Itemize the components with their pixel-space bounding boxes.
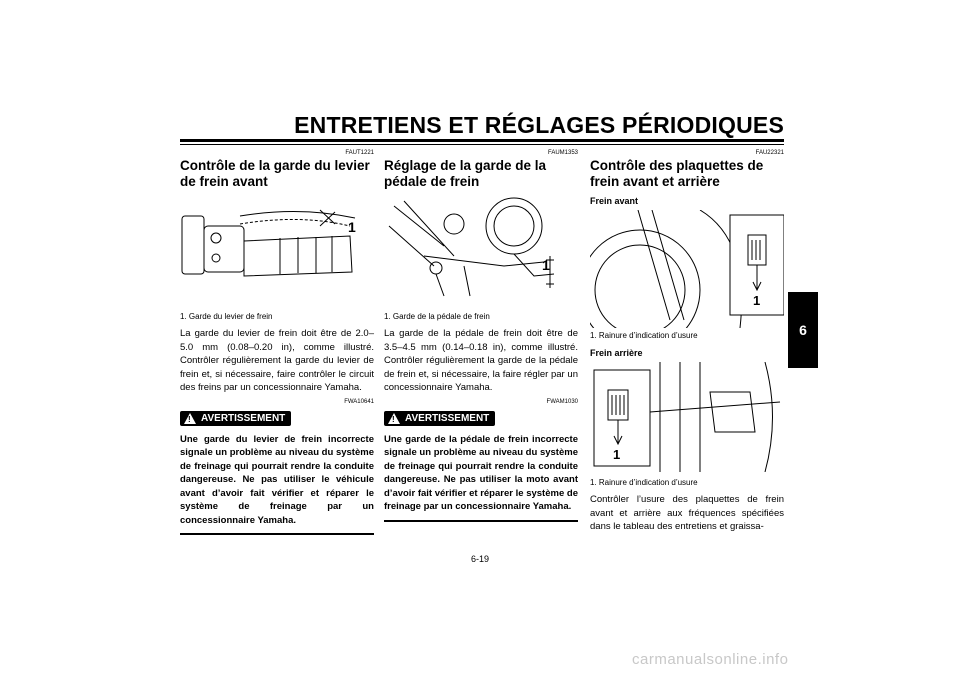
- rear-caption: 1. Rainure d’indication d’usure: [590, 478, 698, 487]
- warning-rule: [180, 533, 374, 535]
- warning-badge: [384, 411, 495, 426]
- body-text: La garde de la pédale de frein doit être de 3.5–4.5 mm (0.14–0.18 in), comme illustré. Contrôler régulièrement la garde de la pédale de frein et, si nécessaire, la faire régler par un concessionnaire Yamaha.: [384, 328, 578, 393]
- rear-caliper-illustration: [590, 362, 784, 472]
- figure-callout: 1: [348, 219, 356, 235]
- section-rear-pedal: [384, 150, 578, 522]
- front-disc-illustration: [590, 210, 784, 328]
- warning-text: Une garde du levier de frein incorrecte signale un problème au niveau du système de freinage qui pourrait rendre la conduite dangereuse. Ne pas utiliser le véhicule avant d’avoir fait vérifier et réparer le système de freinage par un concessionnaire Yamaha.: [180, 433, 374, 526]
- section-front-lever: [180, 150, 374, 535]
- figure-rear-pads: [590, 362, 784, 472]
- front-callout: 1: [753, 293, 761, 308]
- figure-caption: 1. Garde de la pédale de frein: [384, 312, 490, 321]
- section-title: Réglage de la garde de la pédale de frein: [384, 158, 547, 189]
- section-title: Contrôle des plaquettes de frein avant et arrière: [590, 158, 764, 189]
- warning-label: AVERTISSEMENT: [201, 412, 286, 424]
- warning-rule: [384, 520, 578, 522]
- warning-code: FWAM1030: [546, 398, 578, 405]
- page-number: 6-19: [470, 554, 489, 564]
- figure-brake-pedal: [384, 196, 578, 306]
- section-title: Contrôle de la garde du levier de frein avant: [180, 158, 370, 189]
- figure-caption: 1. Garde du levier de frein: [180, 312, 273, 321]
- header-rule-thin: [180, 144, 784, 145]
- handlebar-illustration: [180, 196, 374, 306]
- header-rule-thick: [180, 139, 784, 142]
- rear-brake-heading: Frein arrière: [590, 348, 643, 358]
- section-code: FAUM1353: [547, 150, 578, 156]
- figure-brake-lever: [180, 196, 374, 306]
- front-brake-heading: Frein avant: [590, 196, 639, 206]
- body-text: La garde du levier de frein doit être de 2.0–5.0 mm (0.08–0.20 in), comme illustré. Contrôler régulièrement la garde du levier de frein et, si nécessaire, faire contrôler le circuit des freins par un concessionnaire Yamaha.: [180, 328, 374, 393]
- watermark: carmanualsonline.info: [632, 651, 789, 668]
- warning-block: [384, 411, 578, 522]
- warning-block: [180, 411, 374, 536]
- figure-callout: 1: [542, 257, 550, 273]
- front-caption: 1. Rainure d’indication d’usure: [590, 331, 698, 340]
- body-text: Contrôler l’usure des plaquettes de frein avant et arrière aux fréquences spécifiées dans le tableau des entretiens et graissa-: [590, 494, 784, 532]
- warning-triangle-icon: !: [388, 413, 400, 424]
- chapter-tab: 6: [788, 292, 818, 368]
- section-code: FAUT1221: [345, 150, 374, 156]
- warning-triangle-icon: !: [184, 413, 196, 424]
- warning-code: FWA10641: [344, 398, 374, 405]
- figure-front-pads: [590, 210, 784, 328]
- rear-callout: 1: [613, 447, 621, 462]
- page-title: ENTRETIENS ET RÉGLAGES PÉRIODIQUES: [294, 112, 784, 138]
- pedal-illustration: [384, 196, 578, 306]
- section-code: FAU22321: [755, 150, 784, 156]
- warning-badge: [180, 411, 291, 426]
- warning-text: Une garde de la pédale de frein incorrecte signale un problème au niveau du système de freinage qui pourrait rendre la conduite dangereuse. Ne pas utiliser la moto avant d’avoir fait vérifier et réparer le système de freinage par un concessionnaire Yamaha.: [384, 433, 578, 512]
- warning-label: AVERTISSEMENT: [405, 412, 490, 424]
- section-brake-pads: [590, 150, 784, 534]
